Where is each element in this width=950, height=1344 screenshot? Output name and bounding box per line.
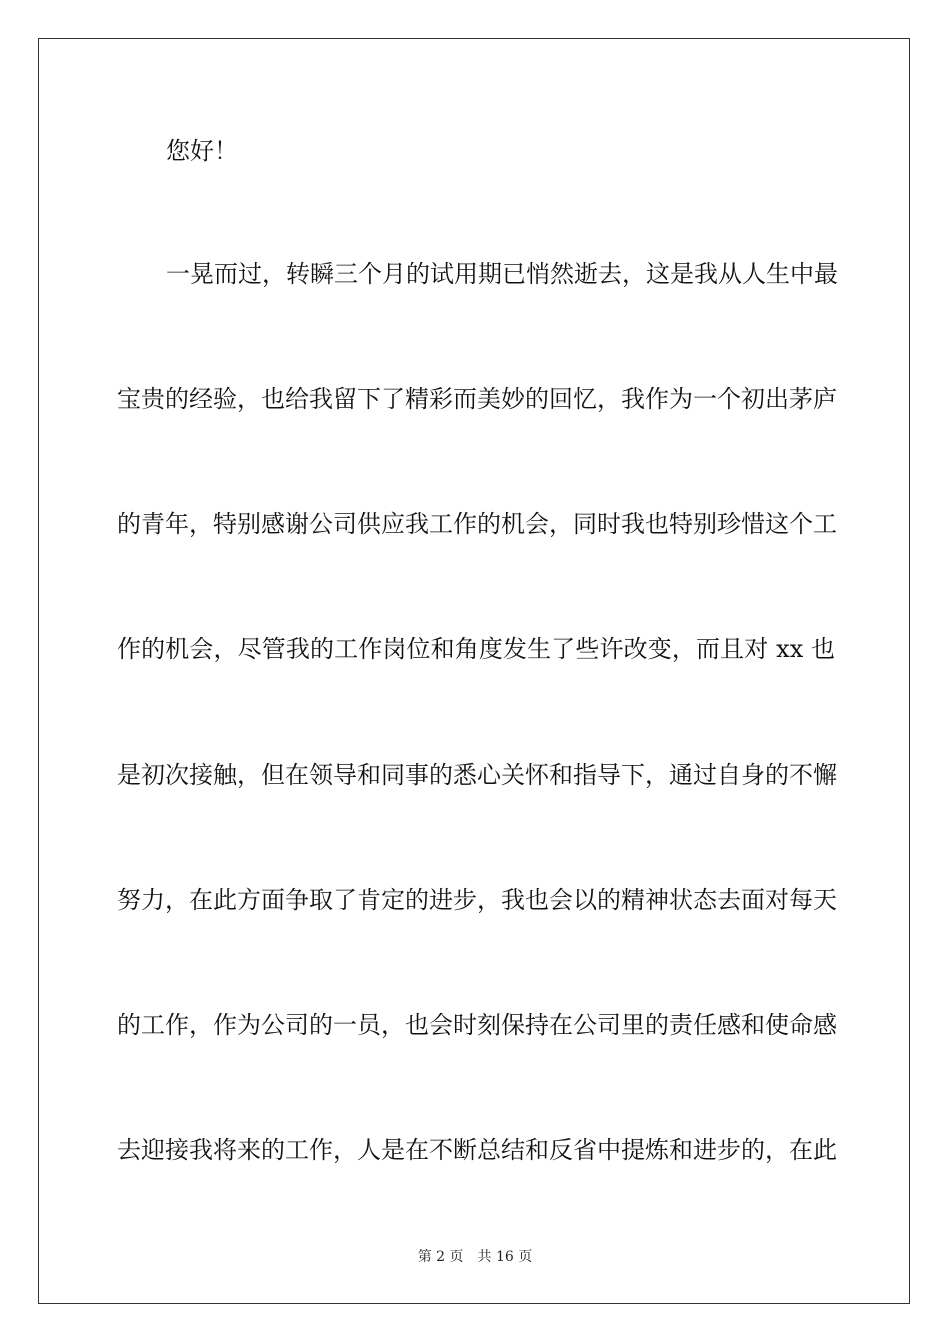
- paragraph-line-8: 去迎接我将来的工作，人是在不断总结和反省中提炼和进步的，在此: [117, 1136, 837, 1164]
- page-footer: [0, 1248, 950, 1266]
- paragraph-line-7: 的工作，作为公司的一员，也会时刻保持在公司里的责任感和使命感: [117, 1011, 837, 1039]
- page-total: 共 16 页: [477, 1249, 533, 1265]
- paragraph-line-2: 宝贵的经验，也给我留下了精彩而美妙的回忆，我作为一个初出茅庐: [117, 385, 837, 413]
- paragraph-line-1: 一晃而过，转瞬三个月的试用期已悄然逝去，这是我从人生中最: [166, 260, 838, 288]
- page-border: [38, 38, 910, 1304]
- paragraph-line-5: 是初次接触，但在领导和同事的悉心关怀和指导下，通过自身的不懈: [117, 761, 837, 789]
- paragraph-line-4: 作的机会，尽管我的工作岗位和角度发生了些许改变，而且对 xx 也: [117, 635, 835, 663]
- page-number: 第 2 页: [417, 1249, 464, 1265]
- paragraph-line-6: 努力，在此方面争取了肯定的进步，我也会以的精神状态去面对每天: [117, 886, 837, 914]
- greeting: 您好！: [166, 137, 238, 165]
- paragraph-line-3: 的青年，特别感谢公司供应我工作的机会，同时我也特别珍惜这个工: [117, 510, 837, 538]
